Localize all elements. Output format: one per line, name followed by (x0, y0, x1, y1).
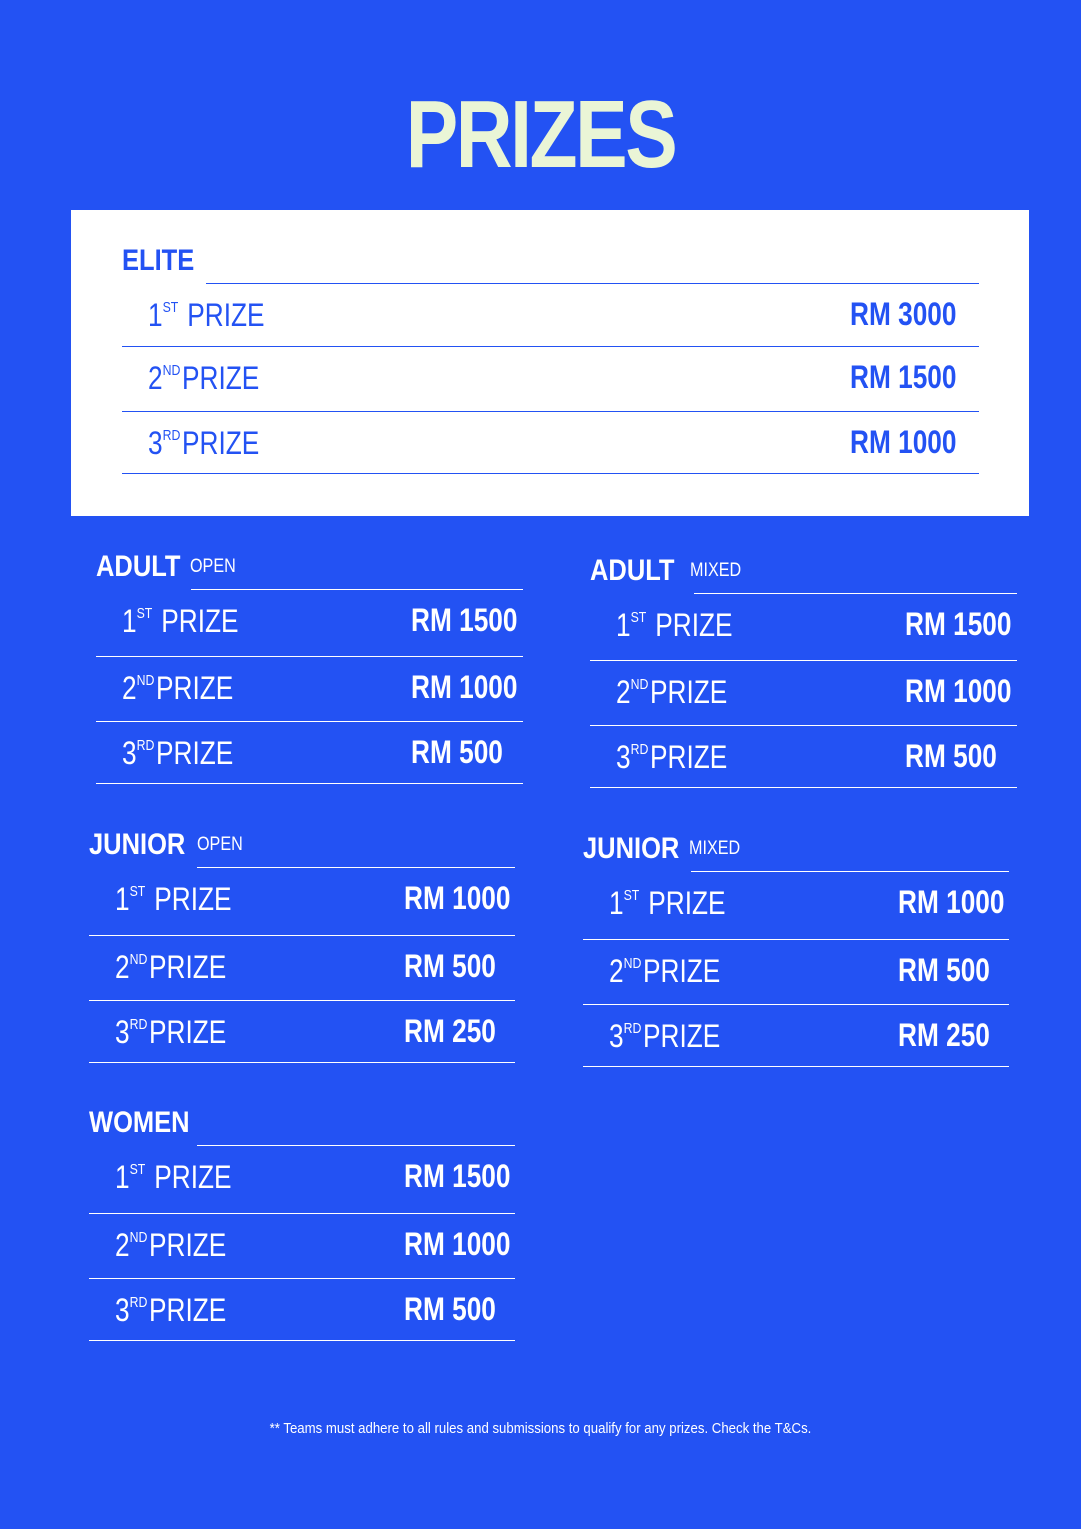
prize-row-2nd (89, 936, 515, 1001)
prize-label: 3RDPRIZE (609, 1018, 721, 1054)
prize-amount: RM 1000 (411, 669, 518, 705)
category-header (96, 546, 523, 590)
prize-label: 1ST PRIZE (115, 1159, 232, 1195)
prize-amount: RM 1500 (404, 1158, 511, 1194)
category-junior-open (89, 824, 515, 1063)
prize-label: 2NDPRIZE (122, 670, 234, 706)
prize-amount: RM 1500 (850, 359, 957, 395)
category-subtype: MIXED (689, 838, 741, 859)
prize-amount: RM 500 (905, 738, 997, 774)
category-header (89, 1102, 515, 1146)
prize-label: 3RDPRIZE (122, 735, 234, 771)
category-adult-open (96, 546, 523, 784)
prize-row-1st (89, 1146, 515, 1214)
prize-amount: RM 500 (898, 952, 990, 988)
category-name: JUNIOR (89, 828, 186, 861)
category-adult-mixed (590, 550, 1017, 788)
category-name: JUNIOR (583, 832, 680, 865)
footnote: ** Teams must adhere to all rules and submissions to qualify for any prizes. Check the T&Cs. (269, 1420, 812, 1437)
category-header (590, 550, 1017, 594)
prize-row-3rd (89, 1279, 515, 1341)
prize-amount: RM 1000 (850, 424, 957, 460)
prize-row-3rd (590, 726, 1017, 788)
prize-amount: RM 500 (404, 1291, 496, 1327)
category-junior-mixed (583, 828, 1009, 1067)
prize-row-3rd (96, 722, 523, 784)
prize-row-2nd (590, 661, 1017, 726)
prize-label: 1ST PRIZE (148, 297, 265, 333)
category-women (89, 1102, 515, 1341)
prize-label: 1ST PRIZE (122, 603, 239, 639)
prize-label: 2NDPRIZE (616, 674, 728, 710)
prize-amount: RM 1000 (898, 884, 1005, 920)
category-subtype: MIXED (690, 560, 742, 581)
category-subtype: OPEN (190, 556, 236, 577)
category-name: ADULT (96, 550, 181, 583)
category-subtype: OPEN (197, 834, 243, 855)
prize-label: 1ST PRIZE (609, 885, 726, 921)
prize-amount: RM 250 (898, 1017, 990, 1053)
prize-amount: RM 500 (404, 948, 496, 984)
prize-label: 3RDPRIZE (148, 425, 260, 461)
prize-label: 1ST PRIZE (115, 881, 232, 917)
prize-label: 2NDPRIZE (148, 360, 260, 396)
category-name: ADULT (590, 554, 675, 587)
prize-row-2nd (96, 657, 523, 722)
prize-amount: RM 1500 (411, 602, 518, 638)
prize-amount: RM 1000 (404, 880, 511, 916)
category-header (122, 240, 979, 284)
prize-label: 2NDPRIZE (115, 949, 227, 985)
prize-label: 3RDPRIZE (115, 1292, 227, 1328)
prize-amount: RM 1000 (905, 673, 1012, 709)
prize-label: 3RDPRIZE (616, 739, 728, 775)
prize-amount: RM 1500 (905, 606, 1012, 642)
prize-label: 3RDPRIZE (115, 1014, 227, 1050)
prize-label: 2NDPRIZE (609, 953, 721, 989)
prize-row-1st (89, 868, 515, 936)
prize-row-3rd (89, 1001, 515, 1063)
prize-row-2nd (122, 347, 979, 412)
category-name: ELITE (122, 244, 195, 277)
prize-row-2nd (89, 1214, 515, 1279)
prize-row-1st (122, 284, 979, 347)
prize-row-2nd (583, 940, 1009, 1005)
prize-row-3rd (583, 1005, 1009, 1067)
prize-row-1st (96, 590, 523, 657)
category-name: WOMEN (89, 1106, 190, 1139)
prize-label: 1ST PRIZE (616, 607, 733, 643)
category-elite (122, 240, 979, 474)
prize-amount: RM 3000 (850, 296, 957, 332)
prize-row-1st (583, 872, 1009, 940)
category-header (583, 828, 1009, 872)
prize-row-3rd (122, 412, 979, 474)
page-title: PRIZES (405, 81, 676, 188)
prize-amount: RM 250 (404, 1013, 496, 1049)
category-header (89, 824, 515, 868)
prize-row-1st (590, 594, 1017, 661)
prize-amount: RM 1000 (404, 1226, 511, 1262)
prize-amount: RM 500 (411, 734, 503, 770)
prize-label: 2NDPRIZE (115, 1227, 227, 1263)
